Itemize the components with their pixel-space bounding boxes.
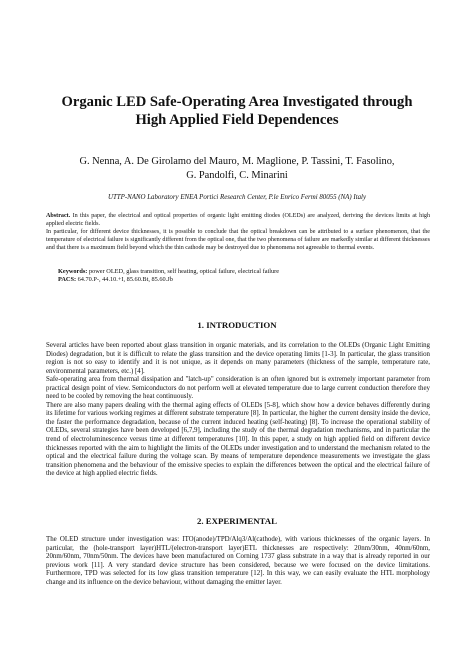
authors-line-2: G. Pandolfi, C. Minarini [186,169,288,181]
experimental-body [46,536,430,587]
abstract-label: Abstract. [46,213,71,219]
paper-title [40,93,434,129]
abstract-paragraph-2: In particular, for different device thicknesses, it is possible to conclude that the optical breakdown can be attributed to a surface phenomenon, that the temperature of electrical failure is significantly different from the optical one, that the two phenomena of failure are markedly similar at different thicknesses and that there is a maximum field beyond which the thin cathode may be destroyed due to phenomena not agreeable to thermal events. [46,229,430,252]
introduction-body [46,342,430,479]
authors-line-1: G. Nenna, A. De Girolamo del Mauro, M. Maglione, P. Tassini, T. Fasolino, [79,156,395,167]
pacs-label: PACS: [58,276,77,284]
author-list [40,155,434,182]
abstract [46,212,430,252]
title-line-2: High Applied Field Dependences [135,112,339,128]
experimental-paragraph-1: The OLED structure under investigation was: ITO(anode)/TPD/Alq3/Al(cathode), with various thicknesses of the organic layers. In particular, the (hole-transport layer)HTL/(electron-transport layer)ETL thicknesses are respectively: 20nm/30nm, 40nm/60nm, 20nm/60nm, 70nm/50nm. The devices have been manufactured on Corning 1737 glass substrate in a way that is already reported in our previous work [11]. A very standard device structure has been considered, because we were focused on the device limitations. Furthermore, TPD was selected for its low glass transition temperature [12]. In this way, we can easily evaluate the HTL morphology change and its influence on the device behaviour, without damaging the emitter layer. [46,536,430,586]
section-heading-introduction: 1. INTRODUCTION [197,320,277,330]
pacs-text: 64.70.P-, 44.10.+I, 85.60.Bt, 85.60.Jb [76,276,173,284]
abstract-paragraph-1 [46,212,430,228]
title-line-1: Organic LED Safe-Operating Area Investigated through [61,94,413,110]
keywords-block [58,268,428,284]
intro-paragraph-2: Safe-operating area from thermal dissipation and "latch-up" consideration is an often ignored but is extremely important parameter from practical design point of view. Semiconductors do not perform well at elevated temperature due to large current conduction therefore they need to be cooled by removing the heat continuously. [46,376,430,401]
keywords-text: power OLED, glass transition, self heating, optical failure, electrical failure [87,268,280,275]
intro-paragraph-3: There are also many papers dealing with the thermal aging effects of OLEDs [5-8], which show how a device behaves differently during its lifetime for various working regimes at different substrate temperature [8]. In particular, the higher the current density inside the device, the faster the performance degradation, because of the current induced heating (self-heating) [8]. To increase the operational stability of OLEDs, several strategies have been developed [6,7,9], including the study of the thermal degradation mechanisms, and in particular the trend of electroluminescence versus time at different temperatures [10]. In this paper, a study on high applied field on different device thicknesses reported with the aim to highlight the limits of the OLEDs under investigation and to understand the mechanism related to the optical and the electrical failure during the voltage scan. By means of temperature dependence measurements we investigate the glass transition phenomena and the behaviour of the emissive species to explain the differences between the optical and the electrical failure of the device at high applied electric fields. [46,401,430,478]
section-heading-experimental: 2. EXPERIMENTAL [197,516,277,526]
affiliation: UTTP-NANO Laboratory ENEA Portici Research Center, P.le Enrico Fermi 80055 (NA) Italy [107,194,367,201]
keywords-label: Keywords: [58,268,88,275]
abstract-text-1: In this paper, the electrical and optical properties of organic light emitting diodes (OLEDs) are analyzed, deriving the devices limits at high applied electric fields. [46,213,430,228]
intro-paragraph-1: Several articles have been reported about glass transition in organic materials, and its correlation to the OLEDs (Organic Light Emitting Diodes) degradation, but it is difficult to relate the glass transition and the device operating limits [1-3]. In particular, the glass transition region is not so easy to identify and it is not unique, as it depends on many parameters (thickness of the sample, temperature rate, environmental parameters, etc.) [4]. [46,342,430,375]
keywords-line [58,268,428,276]
pacs-line [58,276,428,284]
